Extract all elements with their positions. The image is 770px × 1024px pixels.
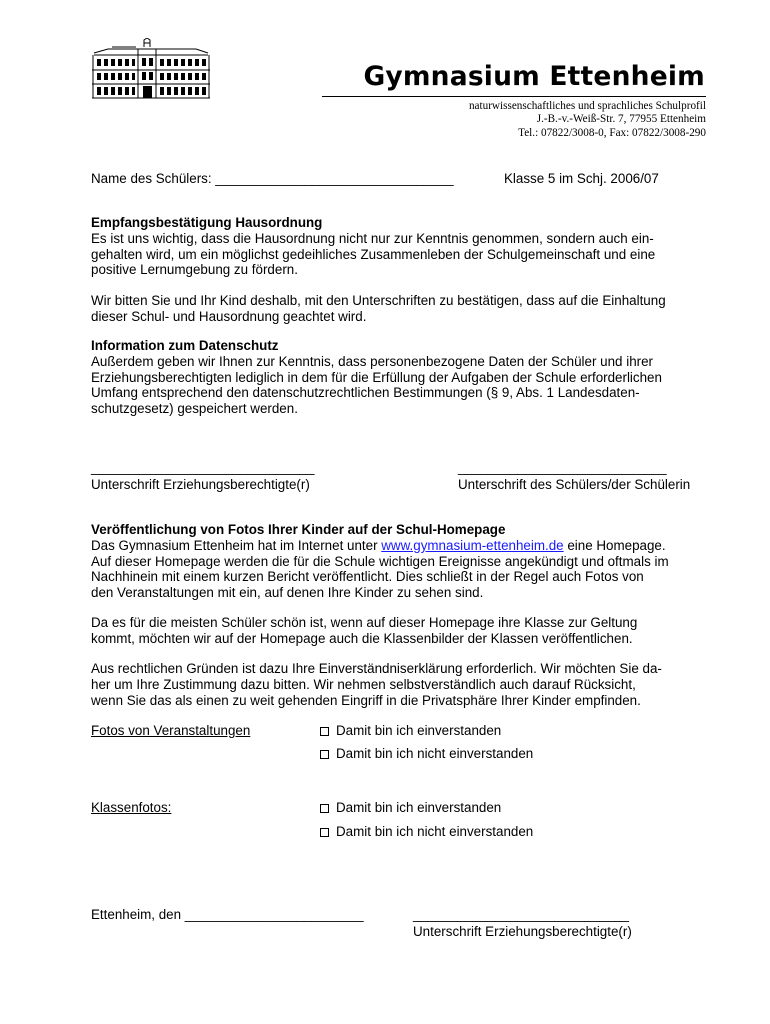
paragraph-line: gehalten wird, um ein möglichst gedeihliches Zusammenleben der Schulgemeinschaft und eine [91, 246, 656, 262]
school-phone-fax: Tel.: 07822/3008-0, Fax: 07822/3008-290 [518, 126, 706, 139]
section-hausordnung [91, 215, 706, 278]
guardian-signature-label: Unterschrift Erziehungsberechtigte(r) [91, 477, 310, 492]
option-label: Damit bin ich nicht einverstanden [336, 746, 534, 761]
events-photos-label: Fotos von Veranstaltungen [91, 723, 251, 738]
fotos-paragraph-2 [91, 615, 706, 647]
option-label: Damit bin ich nicht einverstanden [336, 824, 534, 839]
paragraph-line: Auf dieser Homepage werden die für die Schule wichtigen Ereignisse angekündigt und oftmals im [91, 553, 669, 569]
header-divider [322, 96, 706, 97]
events-agree-option[interactable] [320, 723, 501, 739]
checkbox-icon[interactable] [320, 828, 329, 837]
homepage-link[interactable]: www.gymnasium-ettenheim.de [381, 537, 564, 553]
school-name: Gymnasium Ettenheim [363, 61, 705, 92]
paragraph-line: Aus rechtlichen Gründen ist dazu Ihre Einverständniserklärung erforderlich. Wir möchten Sie da- [91, 661, 662, 676]
final-signature-label: Unterschrift Erziehungsberechtigte(r) [413, 924, 632, 939]
section-datenschutz [91, 338, 706, 417]
school-contact [469, 100, 706, 140]
paragraph-line: wenn Sie das als einen zu weit gehenden Eingriff in die Privatsphäre Ihrer Kinder empfinden. [91, 692, 641, 708]
datenschutz-title: Information zum Datenschutz [91, 338, 279, 353]
student-name-field[interactable]: Name des Schülers: ________________________________ [91, 171, 454, 186]
text-fragment: eine Homepage. [563, 537, 666, 553]
paragraph-line: positive Lernumgebung zu fördern. [91, 262, 298, 278]
class-label: Klasse 5 im Schj. 2006/07 [504, 171, 659, 186]
fotos-title: Veröffentlichung von Fotos Ihrer Kinder auf der Schul-Homepage [91, 522, 506, 537]
school-tagline: naturwissenschaftliches und sprachliches Schulprofil [468, 100, 706, 112]
fotos-paragraph-3 [91, 661, 706, 708]
paragraph-line: kommt, möchten wir auf der Homepage auch die Klassenbilder der Klassen veröffentlichen. [91, 630, 633, 646]
text-fragment: Das Gymnasium Ettenheim hat im Internet unter [91, 537, 382, 553]
events-disagree-option[interactable] [320, 746, 533, 762]
school-address: J.-B.-v.-Weiß-Str. 7, 77955 Ettenheim [536, 113, 706, 126]
paragraph-line: Umfang entsprechend den datenschutzrechtlichen Bestimmungen (§ 9, Abs. 1 Landesdaten- [91, 385, 640, 401]
option-label: Damit bin ich einverstanden [336, 800, 502, 815]
option-label: Damit bin ich einverstanden [336, 723, 502, 738]
checkbox-icon[interactable] [320, 804, 329, 813]
paragraph-line: Außerdem geben wir Ihnen zur Kenntnis, dass personenbezogene Daten der Schüler und ihrer [91, 353, 654, 369]
checkbox-icon[interactable] [320, 727, 329, 736]
class-agree-option[interactable] [320, 800, 501, 816]
final-signature-line[interactable]: _____________________________ [413, 907, 629, 922]
school-building-logo [92, 38, 210, 100]
paragraph-line: Wir bitten Sie und Ihr Kind deshalb, mit den Unterschriften zu bestätigen, dass auf die Einhaltung [91, 293, 666, 308]
paragraph-line: Erziehungsberechtigten lediglich in dem für die Erfüllung der Aufgaben der Schule erforderlichen [91, 369, 662, 385]
paragraph-line: Nachhinein mit einem kurzen Bericht veröffentlicht. Dies schließt in der Regel auch Fotos von [91, 569, 644, 585]
class-disagree-option[interactable] [320, 824, 533, 840]
guardian-signature-line[interactable]: ______________________________ [91, 460, 315, 475]
checkbox-icon[interactable] [320, 750, 329, 759]
section-fotos [91, 522, 706, 601]
place-date-field[interactable]: Ettenheim, den ________________________ [91, 907, 364, 922]
paragraph-line: schutzgesetz) gespeichert werden. [91, 401, 298, 417]
hausordnung-paragraph-2 [91, 293, 706, 325]
student-signature-line[interactable]: ____________________________ [458, 460, 667, 475]
paragraph-line: den Veranstaltungen mit ein, auf denen Ihre Kinder zu sehen sind. [91, 585, 484, 601]
paragraph-line: dieser Schul- und Hausordnung geachtet wird. [91, 308, 367, 324]
hausordnung-title: Empfangsbestätigung Hausordnung [91, 215, 323, 230]
student-signature-label: Unterschrift des Schülers/der Schülerin [458, 477, 691, 492]
class-photos-label: Klassenfotos: [91, 800, 172, 815]
paragraph-line: Da es für die meisten Schüler schön ist, wenn auf dieser Homepage ihre Klasse zur Geltung [91, 615, 638, 630]
paragraph-line: her um Ihre Zustimmung dazu bitten. Wir nehmen selbstverständlich auch darauf Rücksicht, [91, 676, 636, 692]
paragraph-line [91, 538, 706, 554]
paragraph-line: Es ist uns wichtig, dass die Hausordnung nicht nur zur Kenntnis genommen, sondern auch ein- [91, 230, 654, 246]
